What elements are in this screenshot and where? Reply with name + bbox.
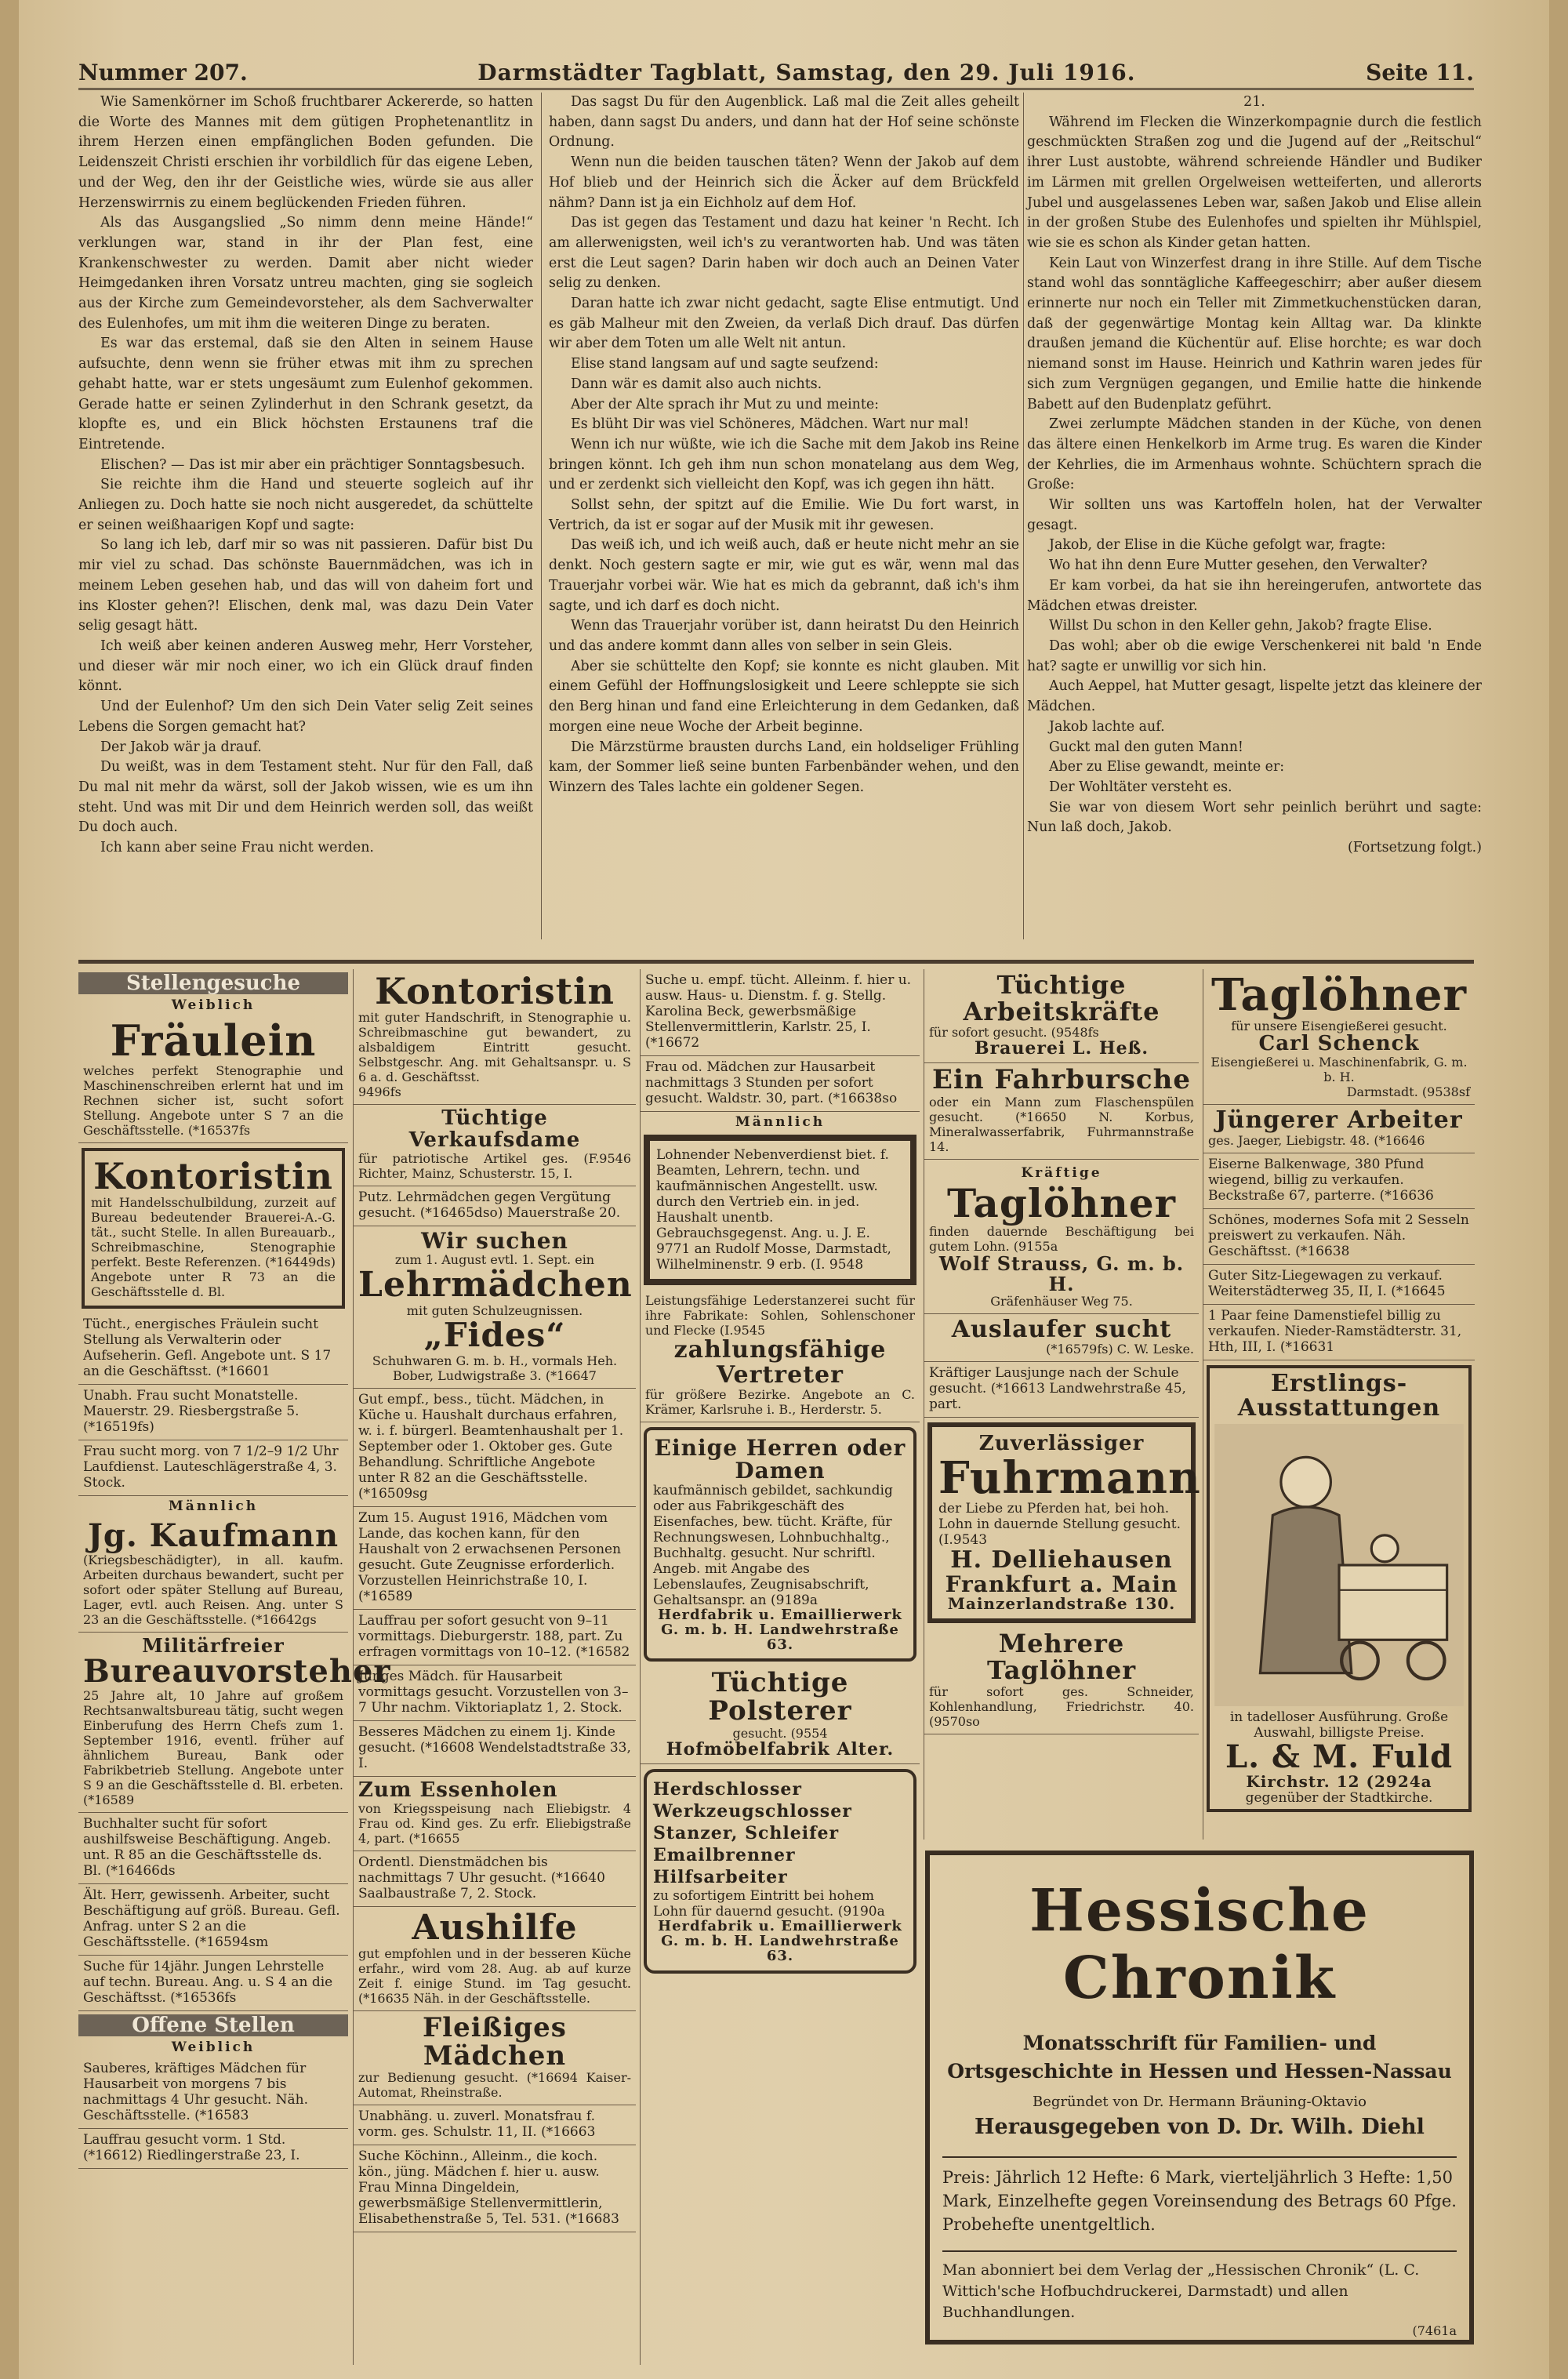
story-paragraph: Der Wohltäter versteht es. xyxy=(1049,779,1232,795)
chronik-footer: Man abonniert bei dem Verlag der „Hessischen Chronik“ (L. C. Wittich'sche Hofbuchdruckerei, Darmstadt) und allen Buchhandlungen. xyxy=(942,2250,1457,2323)
ad-firm: Herdfabrik u. Emaillierwerk G. m. b. H. Landwehrstraße 63. xyxy=(658,1917,902,1964)
continuation-note: (Fortsetzung folgt.) xyxy=(1347,840,1482,856)
ad-text: Buchhalter sucht für sofort aushilfsweise Beschäftigung. Angeb. unt. R 85 an die Geschäftsstelle ds. Bl. (*16466ds xyxy=(78,1813,348,1884)
chapter-number: 21. xyxy=(1243,94,1265,110)
ad-fraeulein xyxy=(78,1015,348,1143)
ad-text: Gut empf., bess., tücht. Mädchen, in Küche u. Haushalt durchaus erfahren, w. i. f. bürgerl. Beamtenhaushalt per 1. September oder 1. Oktober ges. Gute Behandlung. Schriftliche Angebote unter R 82 an die Geschäftsstelle. (*16509sg xyxy=(354,1389,636,1507)
page-number: Seite 11. xyxy=(1366,59,1474,85)
ad-auslaufer xyxy=(924,1314,1199,1363)
ad-title: Aushilfe xyxy=(412,1907,578,1948)
ads-column-men xyxy=(640,969,920,2365)
chronik-subtitle: Monatsschrift für Familien- und Ortsgeschichte in Hessen und Hessen-Nassau xyxy=(947,2032,1452,2083)
story-paragraph: Auch Aeppel, hat Mutter gesagt, lispelte jetzt das kleinere der Mädchen. xyxy=(1027,678,1482,715)
story-paragraph: Der Jakob wär ja drauf. xyxy=(100,739,262,755)
ad-text: Schönes, modernes Sofa mit 2 Sesseln preiswert zu verkaufen. Näh. Geschäftsst. (*16638 xyxy=(1203,1209,1475,1265)
ad-text: Putz. Lehrmädchen gegen Vergütung gesucht. (*16465dso) Mauerstraße 20. xyxy=(354,1186,636,1226)
ad-jobs: Herdschlosser Werkzeugschlosser Stanzer, Schleifer Emailbrenner Hilfsarbeiter xyxy=(653,1778,852,1887)
ads-column-help-wanted xyxy=(353,969,636,2365)
story-paragraph: Sie reichte ihm die Hand und steuerte sogleich auf ihr Anliegen zu. Doch hatte sie noch nicht ausgeredet, da schüttelte er seinen weißhaarigen Kopf und sagte: xyxy=(78,477,533,533)
ad-text: Tücht., energisches Fräulein sucht Stellung als Verwalterin oder Aufseherin. Gefl. Angebote unt. S 17 an die Geschäftsst. (*16601 xyxy=(78,1313,348,1385)
ad-text: Frau od. Mädchen zur Hausarbeit nachmittags 3 Stunden per sofort gesucht. Waldstr. 30, part. (*16638so xyxy=(641,1056,920,1112)
story-column-1 xyxy=(78,93,533,939)
ad-title: Auslaufer sucht xyxy=(951,1315,1172,1343)
story-paragraph: Zwei zerlumpte Mädchen standen in der Küche, von denen das ältere einen Henkelkorb im Arme trug. Es waren die Kinder der Kehrlies, die im Armenhaus wohnte. Schüchtern sprach die Große: xyxy=(1027,416,1482,493)
story-paragraph: Das ist gegen das Testament und dazu hat keiner 'n Recht. Ich am allerwenigsten, weil ich's zu verantworten hab. Und was täten erst die Leut sagen? Darin haben wir doch auch an Deinen Vater selig zu denken. xyxy=(549,215,1019,292)
ad-firm: (*16579fs) C. W. Leske. xyxy=(1046,1342,1194,1357)
ad-text: der Liebe zu Pferden hat, bei hoh. Lohn in dauernde Stellung gesucht. (I.9543 xyxy=(938,1501,1181,1549)
ad-title: Lehrmädchen xyxy=(358,1265,633,1306)
ad-title: Tüchtige Polsterer xyxy=(708,1667,852,1727)
ad-fahrbursche xyxy=(924,1063,1199,1160)
ad-address: Gräfenhäuser Weg 75. xyxy=(990,1293,1133,1309)
chronik-founder: Begründet von Dr. Hermann Bräuning-Oktavio xyxy=(1033,2094,1367,2110)
story-paragraph: Du weißt, was in dem Testament steht. Nur für den Fall, daß Du mal nit mehr da wärst, soll der Jakob wissen, wie es um ihn steht. Und was mit Dir und dem Heinrich werden soll, das weißt Du doch auch. xyxy=(78,759,533,836)
story-paragraph: Aber sie schüttelte den Kopf; sie konnte es nicht glauben. Mit einem Gefühl der Hoffnungslosigkeit und Leere schleppte sie sich den Berg hinan und fand eine Erleichterung in dem Gedanken, daß morgen eine neue Woche der Arbeit beginne. xyxy=(549,658,1019,735)
ad-text: zu sofortigem Eintritt bei hohem Lohn für dauernd gesucht. (9190a xyxy=(653,1887,885,1920)
ad-title: Bureauvorsteher xyxy=(83,1653,391,1691)
ad-title: Fleißiges Mädchen xyxy=(423,2012,567,2072)
ad-arbeitskraefte xyxy=(924,969,1199,1063)
ad-essenholen xyxy=(354,1777,636,1851)
ad-text: für unsere Eisengießerei gesucht. xyxy=(1231,1018,1447,1033)
story-paragraph: So lang ich leb, darf mir so was nit passieren. Dafür bist Du mir viel zu schad. Das schönste Bauernmädchen, was ich in meinem Leben gesehen hab, und das will von daheim fort und ins Kloster gehen?! Elischen, denk mal, was dazu Dein Vater selig gesagt hätt. xyxy=(78,537,533,634)
ad-text: Suche für 14jähr. Jungen Lehrstelle auf techn. Bureau. Ang. u. S 4 an die Geschäftsst. (*16536fs xyxy=(78,1956,348,2011)
male-label: Männlich xyxy=(735,1114,826,1130)
story-paragraph: Elise stand langsam auf und sagte seufzend: xyxy=(571,356,879,372)
ad-text: Lauffrau gesucht vorm. 1 Std. (*16612) Riedlingerstraße 23, I. xyxy=(78,2129,348,2169)
ad-text: Eisengießerei u. Maschinenfabrik, G. m. b. H. xyxy=(1210,1055,1468,1085)
ad-text: mit guten Schulzeugnissen. xyxy=(406,1303,583,1319)
ad-text: Unabh. Frau sucht Monatstelle. Mauerstr. 29. Riesbergstraße 5. (*16519fs) xyxy=(78,1385,348,1440)
ad-text: (Kriegsbeschädigter), in all. kaufm. Arbeiten durchaus bewandert, sucht per sofort oder später Stellung auf Bureau, Lager, evtl. auch Reisen. Ang. unter S 23 an die Geschäftsstelle. (*16642gs xyxy=(83,1552,343,1627)
chronik-editor: Herausgegeben von D. Dr. Wilh. Diehl xyxy=(975,2115,1425,2139)
ad-text: für patriotische Artikel ges. (F.9546 Richter, Mainz, Schusterstr. 15, I. xyxy=(358,1150,631,1181)
ad-text: zur Bedienung gesucht. (*16694 Kaiser-Automat, Rheinstraße. xyxy=(358,2070,631,2101)
ad-title: Ein Fahrbursche xyxy=(932,1064,1191,1096)
ad-text: Kräftiger Lausjunge nach der Schule gesucht. (*16613 Landwehrstraße 45, part. xyxy=(924,1362,1199,1418)
column-rule xyxy=(541,93,542,939)
ad-text: Guter Sitz-Liegewagen zu verkauf. Weiterstädterweg 35, II, I. (*16645 xyxy=(1203,1265,1475,1305)
story-paragraph: Guckt mal den guten Mann! xyxy=(1049,739,1243,755)
female-label: Weiblich xyxy=(171,2039,256,2056)
story-paragraph: Kein Laut von Winzerfest drang in ihre Stille. Auf dem Tische stand wohl das sonntägliche Kaffeegeschirr; aber außer diesem erinnerte nur noch ein Teller mit Zimmetkuchenstücken daran, daß der gegenwärtige Montag kein Alltag war. Da klinkte draußen jemand die Küchentür auf. Elise horchte; es war doch niemand sonst im Hause. Heinrich und Kathrin waren jedes für sich zum Vergnügen gegangen, und Emilie hatte die hinkende Babett auf den Budenplatz geführt. xyxy=(1027,255,1482,412)
ad-text: gut empfohlen und in der besseren Küche erfahr., wird vom 28. Aug. ab auf kurze Zeit f. einige Stund. im Tag gesucht. (*16635 Näh. in der Geschäftsstelle. xyxy=(358,1946,631,2007)
ad-address: Kirchstr. 12 (2924a xyxy=(1246,1771,1432,1791)
ad-text: Junges Mädch. für Hausarbeit vormittags gesucht. Vorzustellen von 3–7 Uhr nachm. Viktoriaplatz 1, 2. Stock. xyxy=(354,1665,636,1721)
ad-text: Schuhwaren G. m. b. H., vormals Heh. Bober, Ludwigstraße 3. (*16647 xyxy=(372,1353,618,1383)
ad-text: mit Handelsschulbildung, zurzeit auf Bureau bedeutender Brauerei-A.-G. tät., sucht Stelle. In allen Bureauarb., Schreibmaschine, Stenographie perfekt. Beste Referenzen. (*16449ds) Angebote unter R 73 an die Geschäftsstelle d. Bl. xyxy=(91,1194,336,1299)
story-paragraph: Wie Samenkörner im Schoß fruchtbarer Ackererde, so hatten die Worte des Mannes mit dem gütigen Prophetenantlitz in ihrem Herzen einen empfänglichen Boden gefunden. Die Leidenszeit Christi erschien ihr vorbildlich für das eigene Leben, und der Weg, den ihr der Geistliche wies, würde sie aus aller Herzenswirrnis zu einem beglückenden Frieden führen. xyxy=(78,94,533,211)
ad-title: Fräulein xyxy=(110,1015,317,1066)
ad-text: Sauberes, kräftiges Mädchen für Hausarbeit von morgens 7 bis nachmittags 4 Uhr gesucht. Näh. Geschäftsstelle. (*16583 xyxy=(78,2058,348,2129)
story-paragraph: Wenn das Trauerjahr vorüber ist, dann heiratst Du den Heinrich und das andere kommt dann alles von selber in sein Gleis. xyxy=(549,618,1019,654)
illustration-mother-pram xyxy=(1213,1424,1465,1706)
ad-verkaufsdame xyxy=(354,1105,636,1186)
ad-title: Taglöhner xyxy=(947,1179,1176,1226)
ad-text: Leistungsfähige Lederstanzerei sucht für ihre Fabrikate: Sohlen, Sohlenschoner und Flecke (I.9545 xyxy=(645,1293,915,1338)
ad-text: gesucht. (9554 xyxy=(732,1725,828,1741)
ad-firm: Hofmöbelfabrik Alter. xyxy=(666,1738,895,1760)
ad-fuhrmann xyxy=(927,1422,1201,1623)
ad-address: Mainzerlandstraße 130. xyxy=(947,1594,1176,1614)
ad-text: für sofort gesucht. (9548fs xyxy=(929,1025,1099,1041)
ad-text: Lauffrau per sofort gesucht von 9–11 vormittags. Dieburgerstr. 188, part. Zu erfragen vormittags von 10–12. (*16582 xyxy=(354,1610,636,1665)
ad-herren-damen xyxy=(644,1427,916,1662)
ad-title: Zum Essenholen xyxy=(358,1778,558,1802)
page-header xyxy=(78,56,1474,90)
story-paragraph: Als das Ausgangslied „So nimm denn meine Hände!“ verklungen war, stand in ihr der Plan fest, eine Krankenschwester zu werden. Damit aber nicht wieder Heimgedanken ihren Vorsatz untreu machten, ging sie sogleich aus der Kirche zum Gemeindevorsteher, als dem Sachverwalter des Eulenhofes, um mit ihm die weiteren Dinge zu beraten. xyxy=(78,215,533,332)
ad-firm: Wolf Strauss, G. m. b. H. xyxy=(938,1252,1185,1295)
ad-firm: H. Delliehausen xyxy=(950,1546,1173,1574)
story-paragraph: Wir sollten uns was Kartoffeln holen, hat der Verwalter gesagt. xyxy=(1027,497,1482,533)
story-paragraph: Elischen? — Das ist mir aber ein prächtiger Sonntagsbesuch. xyxy=(100,456,525,473)
ad-text: finden dauernde Beschäftigung bei gutem Lohn. (9155a xyxy=(929,1224,1194,1255)
ad-text: oder ein Mann zum Flaschenspülen gesucht. (*16650 N. Korbus, Mineralwasserfabrik, Fuhrmannstraße 14. xyxy=(929,1094,1194,1154)
story-paragraph: Während im Flecken die Winzerkompagnie durch die festlich geschmückten Straßen zog und die Jugend auf der „Reitschul“ ihrer Lust austobte, während schreiende Händler und Budiker im Lärmen mit grellen Orgelweisen wetteiferten, und allerorts Jubel und ausgelassenes Leben war, saßen Jakob und Elise allein in der großen Stube des Eulenhofes und spielten ihr Mühlspiel, wie sie es schon als Kinder getan hatten. xyxy=(1027,114,1482,251)
ad-aushilfe xyxy=(354,1907,636,2011)
story-paragraph: Sie war von diesem Wort sehr peinlich berührt und sagte: Nun laß doch, Jakob. xyxy=(1027,799,1482,836)
ad-herdfabrik xyxy=(644,1769,916,1974)
ad-erstlings xyxy=(1207,1365,1472,1812)
ad-title: Kontoristin xyxy=(375,970,615,1012)
ad-kicker: Kräftige xyxy=(1021,1164,1102,1181)
ad-title: Taglöhner xyxy=(1211,969,1467,1021)
story-paragraph: Das weiß ich, und ich weiß auch, daß er heute nicht mehr an sie denkt. Noch gestern sagte er mir, wie gut es wär, wenn mal das Trauerjahr vorbei wär. Wie hat es mich da gebrannt, daß ich's ihm sagte, und ich darf es doch nicht. xyxy=(549,537,1019,614)
ad-text: für sofort ges. Schneider, Kohlenhandlung, Friedrichstr. 40. (9570so xyxy=(929,1683,1194,1729)
ad-text: Unabhäng. u. zuverl. Monatsfrau f. vorm. ges. Schulstr. 11, II. (*16663 xyxy=(354,2105,636,2145)
story-paragraph: Er kam vorbei, da hat sie ihn hereingerufen, antwortete das Mädchen etwas dreister. xyxy=(1027,577,1482,614)
ad-polsterer xyxy=(641,1666,920,1763)
ad-title: Fuhrmann xyxy=(938,1451,1201,1504)
ad-text: 1 Paar feine Damenstiefel billig zu verkaufen. Nieder-Ramstädterstr. 31, Hth, III, I. (*16631 xyxy=(1203,1305,1475,1360)
ad-text: welches perfekt Stenographie und Maschinenschreiben erlernt hat und im Rechnen sicher ist, sucht sofort Stellung. Angebote unter S 7 an die Geschäftsstelle. (*16537fs xyxy=(83,1062,343,1138)
ad-text: Frau sucht morg. von 7 1/2–9 1/2 Uhr Laufdienst. Lauteschlägerstraße 4, 3. Stock. xyxy=(78,1440,348,1496)
ad-text: Suche u. empf. tücht. Alleinm. f. hier u. ausw. Haus- u. Dienstm. f. g. Stellg. Karolina Beck, gewerbsmäßige Stellenvermittlerin, Karlstr. 25, I. (*16672 xyxy=(641,969,920,1056)
ad-title: Mehrere Taglöhner xyxy=(986,1629,1137,1685)
ad-text: gegenüber der Stadtkirche. xyxy=(1245,1789,1433,1806)
story-paragraph: Das sagst Du für den Augenblick. Laß mal die Zeit alles geheilt haben, dann sagst Du anders, und dann hat der Hof seine schönste Ordnung. xyxy=(549,94,1019,151)
story-paragraph: Das wohl; aber ob die ewige Verschenkerei nit bald 'n Ende hat? sagte er unwillig vor sich hin. xyxy=(1027,637,1482,674)
female-label: Weiblich xyxy=(171,997,256,1013)
chronik-price: Preis: Jährlich 12 Hefte: 6 Mark, vierteljährlich 3 Hefte: 1,50 Mark, Einzelhefte gegen Voreinsendung des Betrags 60 Pfge. Probehefte unentgeltlich. xyxy=(942,2156,1457,2236)
story-paragraph: Die Märzstürme brausten durchs Land, ein holdseliger Frühling kam, der Sommer ließ seine bunten Farbenbänder wehen, und den Winzern des Tales lachte ein goldener Segen. xyxy=(549,739,1019,795)
ad-text: Suche Köchinn., Alleinm., die koch. kön., jüng. Mädchen f. hier u. ausw. Frau Minna Dingeldein, gewerbsmäßige Stellenvermittlerin, Elisabethenstraße 5, Tel. 531. (*16683 xyxy=(354,2145,636,2232)
ad-bureauvorsteher xyxy=(78,1633,391,1813)
story-column-2 xyxy=(549,93,1019,939)
ad-firm: Herdfabrik u. Emaillierwerk G. m. b. H. Landwehrstraße 63. xyxy=(658,1606,902,1653)
ad-firm: „Fides“ xyxy=(423,1316,566,1355)
ad-kontoristin-wanted xyxy=(354,969,636,1105)
ad-fleissig xyxy=(354,2011,636,2105)
ad-text: Ält. Herr, gewissenh. Arbeiter, sucht Beschäftigung auf größ. Bureau. Gefl. Anfrag. unter S 2 an die Geschäftsstelle. (*16594sm xyxy=(78,1884,348,1956)
story-paragraph: Ich kann aber seine Frau nicht werden. xyxy=(100,840,374,856)
ad-title: Tüchtige Arbeitskräfte xyxy=(963,970,1160,1026)
ad-fides xyxy=(354,1226,636,1389)
story-paragraph: Es blüht Dir was viel Schöneres, Mädchen. Wart nur mal! xyxy=(571,416,969,433)
male-label: Männlich xyxy=(168,1498,259,1514)
ad-text: von Kriegsspeisung nach Eliebigstr. 4 Frau od. Kind ges. Zu erfr. Eliebigstraße 4, part. (*16655 xyxy=(358,1800,631,1846)
issue-number: Nummer 207. xyxy=(78,59,248,85)
story-paragraph: Wenn nun die beiden tauschen täten? Wenn der Jakob auf dem Hof blieb und der Heinrich sich die Äcker auf dem Brückfeld nähm? Dann ist ja ein Eichholz auf dem Hof. xyxy=(549,154,1019,211)
ad-title: Erstlings-Ausstattungen xyxy=(1237,1369,1441,1422)
story-paragraph: Ich weiß aber keinen anderen Ausweg mehr, Herr Vorsteher, und dieser wär mir noch einer, wo ich ein Glück drauf finden könnt. xyxy=(78,637,533,695)
ad-title: Kontoristin xyxy=(93,1154,333,1197)
ad-firm: Brauerei L. Heß. xyxy=(975,1038,1149,1059)
story-paragraph: Aber zu Elise gewandt, meinte er: xyxy=(1049,759,1285,775)
ad-title: Jüngerer Arbeiter xyxy=(1215,1106,1463,1135)
ad-title: zahlungsfähige Vertreter xyxy=(673,1336,887,1389)
ad-city: Darmstadt. (9538sf xyxy=(1346,1084,1470,1100)
ad-kaufmann xyxy=(78,1516,348,1633)
ad-firm: L. & M. Fuld xyxy=(1225,1738,1454,1775)
ad-title: Jg. Kaufmann xyxy=(87,1516,339,1554)
column-rule xyxy=(1023,93,1024,939)
ad-city: Frankfurt a. Main xyxy=(945,1571,1178,1597)
ad-text: Besseres Mädchen zu einem 1j. Kinde gesucht. (*16608 Wendelstadtstraße 33, I. xyxy=(354,1721,636,1777)
story-paragraph: Aber der Alte sprach ihr Mut zu und meinte: xyxy=(571,396,879,412)
story-paragraph: Es war das erstemal, daß sie den Alten in seinem Hause aufsuchte, denn wenn sie früher etwas mit ihm zu sprechen gehabt hatte, war er stets ungesäumt zum Eulenhof gekommen. Gerade hatte er seinen Zylinderhut in den Schrank gesetzt, da klopfte es, und ein Blick höchsten Erstaunens traf die Eintretende. xyxy=(78,336,533,452)
page-edge-left xyxy=(0,0,19,2379)
ads-column-workers xyxy=(924,969,1199,1840)
story-paragraph: Und der Eulenhof? Um den sich Dein Vater selig Zeit seines Lebens die Sorgen gemacht hat? xyxy=(78,699,533,735)
ad-text: ges. Jaeger, Liebigstr. 48. (*16646 xyxy=(1208,1132,1425,1148)
ad-firm: Carl Schenck xyxy=(1258,1031,1420,1055)
story-paragraph: Wenn ich nur wüßte, wie ich die Sache mit dem Jakob ins Reine bringen könnt. Ich geh ihm nun schon monatelang aus dem Weg, und er zerdenkt sich vielleicht den Kopf, was ich gegen ihn hätt. xyxy=(549,436,1019,493)
ad-text: Ordentl. Dienstmädchen bis nachmittags 7 Uhr gesucht. (*16640 Saalbaustraße 7, 2. Stock. xyxy=(354,1851,636,1907)
story-paragraph: Daran hatte ich zwar nicht gedacht, sagte Elise entmutigt. Und es gäb Malheur mit den Zweien, da verlaß Dich drauf. Das dürfen wir aber dem Toten um alle Welt nit antun. xyxy=(549,296,1019,352)
chronik-code: (7461a xyxy=(1412,2323,1457,2338)
ad-hessische-chronik xyxy=(925,1851,1474,2344)
ad-nebenverdienst: Lohnender Nebenverdienst biet. f. Beamten, Lehrern, techn. und kaufmännischen Angestellt. usw. durch den Vertrieb ein. in jed. Haushalt unentb. Gebrauchsgegenst. Ang. u. J. E. 9771 an Rudolf Mosse, Darmstadt, Wilhelminenstr. 9 erb. (I. 9548 xyxy=(644,1135,916,1285)
story-paragraph: Wo hat ihn denn Eure Mutter gesehen, den Verwalter? xyxy=(1049,558,1428,574)
ad-title: Wir suchen xyxy=(421,1227,568,1254)
ad-vertreter xyxy=(641,1290,920,1422)
ad-text: Eiserne Balkenwage, 380 Pfund wiegend, billig zu verkaufen. Beckstraße 67, parterre. (*16636 xyxy=(1203,1153,1475,1209)
ad-tagloehner-schenck xyxy=(1203,969,1475,1105)
masthead-date: Darmstädter Tagblatt, Samstag, den 29. Juli 1916. xyxy=(477,59,1136,85)
ad-kontoristin xyxy=(82,1148,345,1309)
ad-code: 9496fs xyxy=(358,1084,401,1100)
ads-column-sales xyxy=(1203,969,1475,1840)
ad-title: Einige Herren oder Damen xyxy=(654,1435,906,1484)
ad-kicker: Militärfreier xyxy=(142,1633,285,1657)
ad-text: 25 Jahre alt, 10 Jahre auf großem Rechtsanwaltsbureau tätig, sucht wegen Einberufung des Herrn Chefs zum 1. September 1916, eventl. früher auf ähnlichem Bureau, Bank oder Fabrikbetrieb Stellung. Angebote unter S 9 an die Geschäftsstelle d. Bl. erbeten. (*16589 xyxy=(83,1688,343,1808)
story-paragraph: Sollst sehn, der spitzt auf die Emilie. Wie Du fort warst, in Vertrich, da ist er sogar auf der Musik mit ihr gewesen. xyxy=(549,497,1019,533)
story-paragraph: Dann wär es damit also auch nichts. xyxy=(571,376,822,392)
page-edge-right xyxy=(1549,0,1568,2379)
section-divider xyxy=(78,960,1474,964)
ad-text: mit guter Handschrift, in Stenographie u. Schreibmaschine gut bewandert, zu alsbaldigem Eintritt gesucht. Selbstgeschr. Ang. mit Gehaltsanspr. u. S 6 a. d. Geschäftsst. xyxy=(358,1010,631,1085)
ad-juengerer-arbeiter xyxy=(1203,1105,1475,1153)
ad-text: für größere Bezirke. Angebote an C. Krämer, Karlsruhe i. B., Herderstr. 5. xyxy=(645,1387,915,1417)
ad-kicker: Zuverlässiger xyxy=(978,1432,1145,1456)
ad-text: zum 1. August evtl. 1. Sept. ein xyxy=(394,1252,595,1268)
story-paragraph: Willst Du schon in den Keller gehn, Jakob? fragte Elise. xyxy=(1049,618,1432,634)
ad-tagloehner-strauss xyxy=(924,1160,1199,1314)
story-paragraph: Jakob lachte auf. xyxy=(1049,718,1165,735)
ad-text: kaufmännisch gebildet, sachkundig oder aus Fabrikgeschäft des Eisenfaches, bew. tücht. Kräfte, für Rechnungswesen, Lohnbuchhaltg., Buchhaltg. gesucht. Nur schriftl. Angeb. mit Angabe des Lebenslaufes, Zeugnisabschrift, Gehaltsanspr. an (9189a xyxy=(653,1482,893,1608)
section-title: Offene Stellen xyxy=(78,2014,348,2036)
ad-mehrere-tagloehner xyxy=(924,1628,1199,1734)
story-column-3 xyxy=(1027,93,1482,939)
ad-text: Zum 15. August 1916, Mädchen vom Lande, das kochen kann, für den Haushalt von 2 erwachsenen Personen gesucht. Gute Zeugnisse erforderlich. Vorzustellen Heinrichstraße 10, I. (*16589 xyxy=(354,1507,636,1610)
ad-text: in tadelloser Ausführung. Große Auswahl, billigste Preise. xyxy=(1229,1709,1449,1741)
story-paragraph: Jakob, der Elise in die Küche gefolgt war, fragte: xyxy=(1049,537,1386,554)
section-title: Stellengesuche xyxy=(78,972,348,994)
chronik-title: Hessische Chronik xyxy=(1029,1877,1370,2012)
ad-title: Tüchtige Verkaufsdame xyxy=(408,1106,581,1152)
